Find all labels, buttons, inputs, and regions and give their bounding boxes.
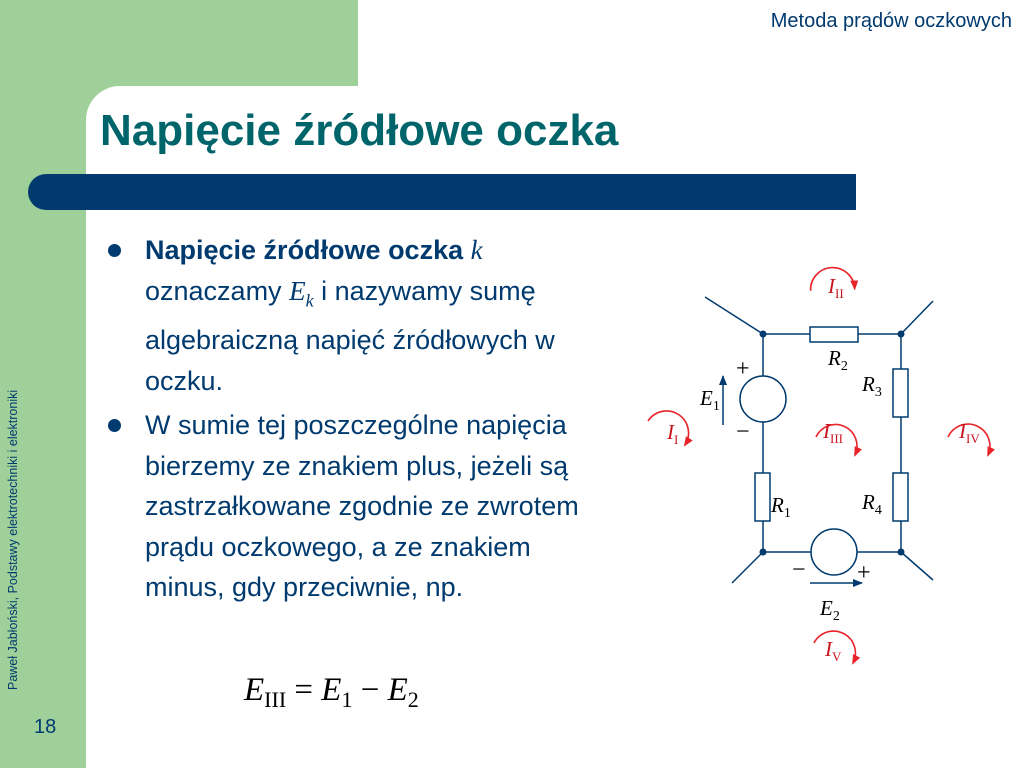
wire-branch <box>901 301 933 334</box>
bullet-list <box>108 230 608 608</box>
header-section-title: Metoda prądów oczkowych <box>770 10 1012 32</box>
bullet-item-2 <box>108 405 608 608</box>
node-dot <box>760 331 767 338</box>
node-dot <box>760 549 767 556</box>
resistor-r3 <box>893 369 908 417</box>
bullet-1-bold: Napięcie źródłowe oczka <box>145 235 464 265</box>
label-mesh-I: $I_I$ <box>667 420 679 447</box>
resistor-r4 <box>893 473 908 521</box>
label-e2: $E_2$ <box>820 596 840 624</box>
e2-minus: − <box>792 557 806 583</box>
title-underline-bar <box>28 174 856 210</box>
bullet-item-1 <box>108 230 608 401</box>
label-mesh-IV: $I_{IV}$ <box>959 419 980 446</box>
node-dot <box>898 331 905 338</box>
label-mesh-V: $I_V$ <box>825 637 842 664</box>
e1-plus: + <box>736 356 750 382</box>
example-formula: $E_{III} = E_1 - E_2$ <box>244 672 419 712</box>
bullet-2-text: W sumie tej poszczególne napięcia bierzemy ze znakiem plus, jeżeli są zastrzałkowane zgodnie ze zwrotem prądu oczkowego, a ze znakiem minus, gdy przeciwnie, np. <box>145 410 579 603</box>
label-r3: $R_3$ <box>862 372 882 400</box>
wire-branch <box>732 552 763 583</box>
slide-title: Napięcie źródłowe oczka <box>100 106 619 155</box>
bullet-1-text-b: i nazywamy sumę algebraiczną napięć źródłowych w oczku. <box>145 275 555 396</box>
wire-branch <box>901 552 933 580</box>
wire-branch <box>705 297 763 334</box>
bullet-1-text-a: oznaczamy <box>145 275 282 306</box>
bullet-1-var-k: k <box>470 235 483 265</box>
label-mesh-III: $I_{III}$ <box>823 419 843 446</box>
resistor-r1 <box>755 473 770 521</box>
bullet-dot-icon <box>108 244 121 257</box>
label-e1: $E_1$ <box>700 386 720 414</box>
voltage-source-e2 <box>811 529 857 575</box>
e2-plus: + <box>857 560 871 586</box>
label-r1: $R_1$ <box>771 493 791 521</box>
node-dot <box>898 549 905 556</box>
label-mesh-II: $I_{II}$ <box>828 274 844 301</box>
bullet-1-var-E: $E_k$ <box>289 275 314 310</box>
label-r2: $R_2$ <box>828 346 848 374</box>
label-r4: $R_4$ <box>862 490 882 518</box>
page-number: 18 <box>34 716 57 738</box>
circuit-diagram <box>640 255 1010 675</box>
resistor-r2 <box>810 327 858 342</box>
voltage-source-e1 <box>740 376 786 422</box>
side-author-text: Paweł Jabłoński, Podstawy elektrotechniki i elektroniki <box>6 389 20 690</box>
bullet-dot-icon <box>108 419 121 432</box>
e1-minus: − <box>736 419 750 445</box>
